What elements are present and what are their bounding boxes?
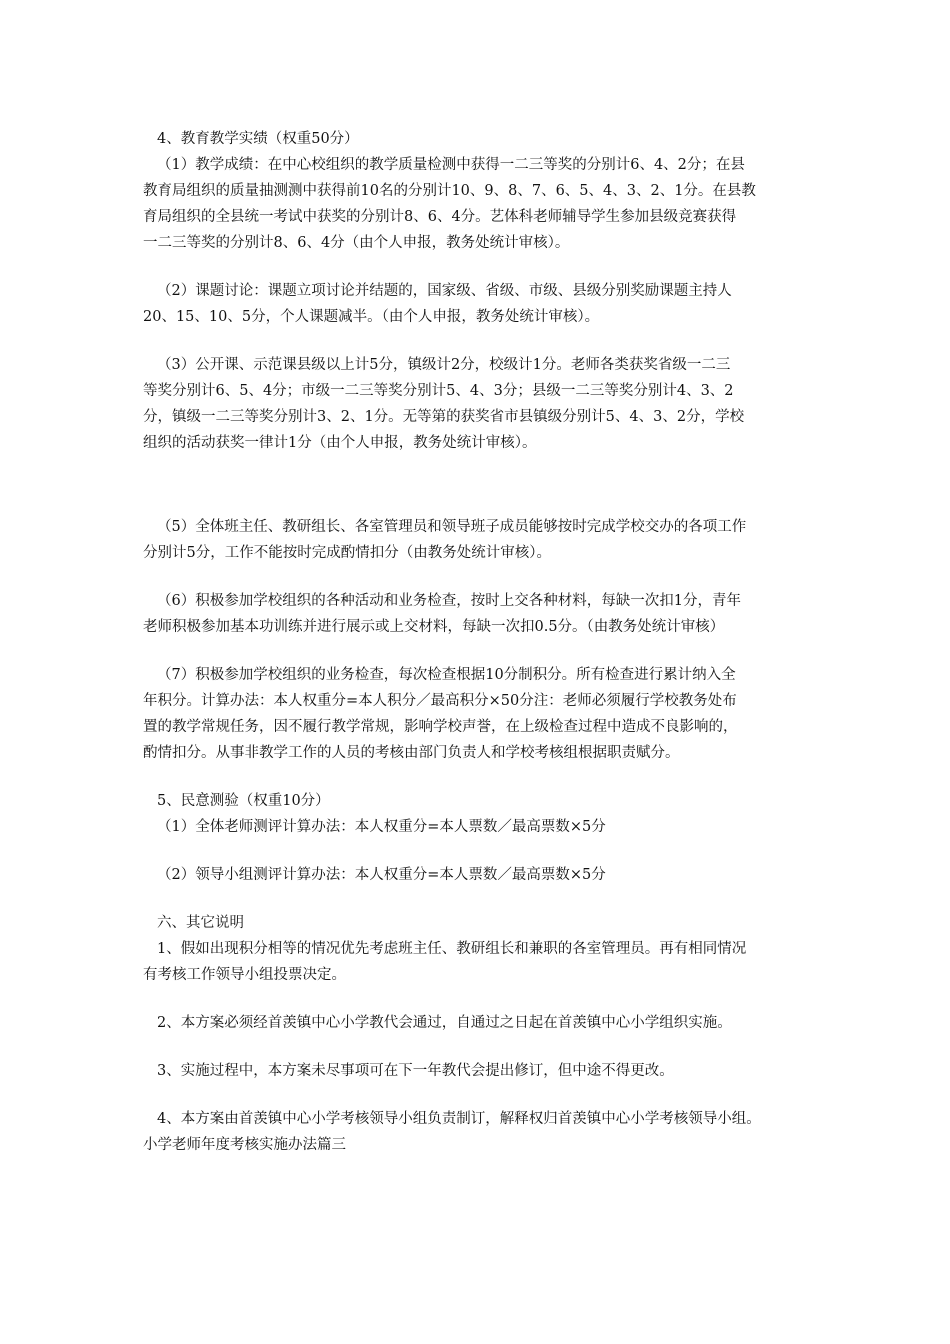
paragraph-spacer <box>143 640 823 662</box>
paragraph <box>143 662 823 766</box>
paragraph-spacer <box>143 566 823 588</box>
paragraph <box>143 278 823 330</box>
text-line: 酌情扣分。从事非教学工作的人员的考核由部门负责人和学校考核组根据职责赋分。 <box>143 745 680 761</box>
paragraph <box>143 1132 823 1158</box>
text-line: 一二三等奖的分别计8、6、4分（由个人申报，教务处统计审核）。 <box>143 235 570 251</box>
paragraph-spacer <box>143 766 823 788</box>
paragraph-spacer <box>143 456 823 514</box>
text-line: 有考核工作领导小组投票决定。 <box>143 967 346 983</box>
text-line: 1、假如出现积分相等的情况优先考虑班主任、教研组长和兼职的各室管理员。再有相同情况 <box>157 941 747 957</box>
text-line: （1）教学成绩：在中心校组织的教学质量检测中获得一二三等奖的分别计6、4、2分；在县 <box>157 157 745 173</box>
paragraph <box>143 1010 823 1036</box>
paragraph <box>143 514 823 566</box>
paragraph <box>143 1058 823 1084</box>
document-body <box>143 126 823 1158</box>
text-line: 3、实施过程中，本方案未尽事项可在下一年教代会提出修订，但中途不得更改。 <box>157 1063 674 1079</box>
paragraph <box>143 814 823 840</box>
text-line: 4、教育教学实绩（权重50分） <box>157 131 359 147</box>
paragraph <box>143 936 823 988</box>
paragraph <box>143 910 823 936</box>
text-line: 组织的活动获奖一律计1分（由个人申报，教务处统计审核）。 <box>143 435 537 451</box>
paragraph <box>143 126 823 152</box>
paragraph-spacer <box>143 330 823 352</box>
paragraph <box>143 588 823 640</box>
text-line: （2）领导小组测评计算办法：本人权重分=本人票数／最高票数×5分 <box>157 867 606 883</box>
text-line: 老师积极参加基本功训练并进行展示或上交材料，每缺一次扣0.5分。（由教务处统计审核） <box>143 619 725 635</box>
paragraph <box>143 788 823 814</box>
paragraph <box>143 152 823 256</box>
paragraph-spacer <box>143 1036 823 1058</box>
text-line: 年积分。计算办法：本人权重分=本人积分／最高积分×50分注：老师必须履行学校教务处布 <box>143 693 737 709</box>
paragraph <box>143 352 823 456</box>
text-line: 育局组织的全县统一考试中获奖的分别计8、6、4分。艺体科老师辅导学生参加县级竞赛获得 <box>143 209 737 225</box>
text-line: 教育局组织的质量抽测测中获得前10名的分别计10、9、8、7、6、5、4、3、2、1分。在县教 <box>143 183 756 199</box>
text-line: 小学老师年度考核实施办法篇三 <box>143 1137 346 1153</box>
paragraph-spacer <box>143 1084 823 1106</box>
text-line: （7）积极参加学校组织的业务检查，每次检查根据10分制积分。所有检查进行累计纳入全 <box>157 667 736 683</box>
paragraph <box>143 862 823 888</box>
text-line: （3）公开课、示范课县级以上计5分，镇级计2分，校级计1分。老师各类获奖省级一二三 <box>157 357 731 373</box>
paragraph-spacer <box>143 888 823 910</box>
text-line: 2、本方案必须经首羡镇中心小学教代会通过，自通过之日起在首羡镇中心小学组织实施。 <box>157 1015 732 1031</box>
text-line: 分别计5分，工作不能按时完成酌情扣分（由教务处统计审核）。 <box>143 545 551 561</box>
text-line: 等奖分别计6、5、4分；市级一二三等奖分别计5、4、3分；县级一二三等奖分别计4、3、2 <box>143 383 734 399</box>
text-line: （2）课题讨论：课题立项讨论并结题的，国家级、省级、市级、县级分别奖励课题主持人 <box>157 283 732 299</box>
paragraph <box>143 1106 823 1132</box>
text-line: 5、民意测验（权重10分） <box>157 793 330 809</box>
text-line: （5）全体班主任、教研组长、各室管理员和领导班子成员能够按时完成学校交办的各项工作 <box>157 519 747 535</box>
text-line: （6）积极参加学校组织的各种活动和业务检查，按时上交各种材料，每缺一次扣1分，青年 <box>157 593 741 609</box>
text-line: 六、其它说明 <box>157 915 244 931</box>
paragraph-spacer <box>143 988 823 1010</box>
text-line: （1）全体老师测评计算办法：本人权重分=本人票数／最高票数×5分 <box>157 819 606 835</box>
paragraph-spacer <box>143 840 823 862</box>
paragraph-spacer <box>143 256 823 278</box>
text-line: 4、本方案由首羡镇中心小学考核领导小组负责制订，解释权归首羡镇中心小学考核领导小组。 <box>157 1111 761 1127</box>
text-line: 分，镇级一二三等奖分别计3、2、1分。无等第的获奖省市县镇级分别计5、4、3、2分，学校 <box>143 409 745 425</box>
text-line: 置的教学常规任务，因不履行教学常规，影响学校声誉，在上级检查过程中造成不良影响的， <box>143 719 738 735</box>
text-line: 20、15、10、5分，个人课题减半。（由个人申报，教务处统计审核）。 <box>143 309 600 325</box>
